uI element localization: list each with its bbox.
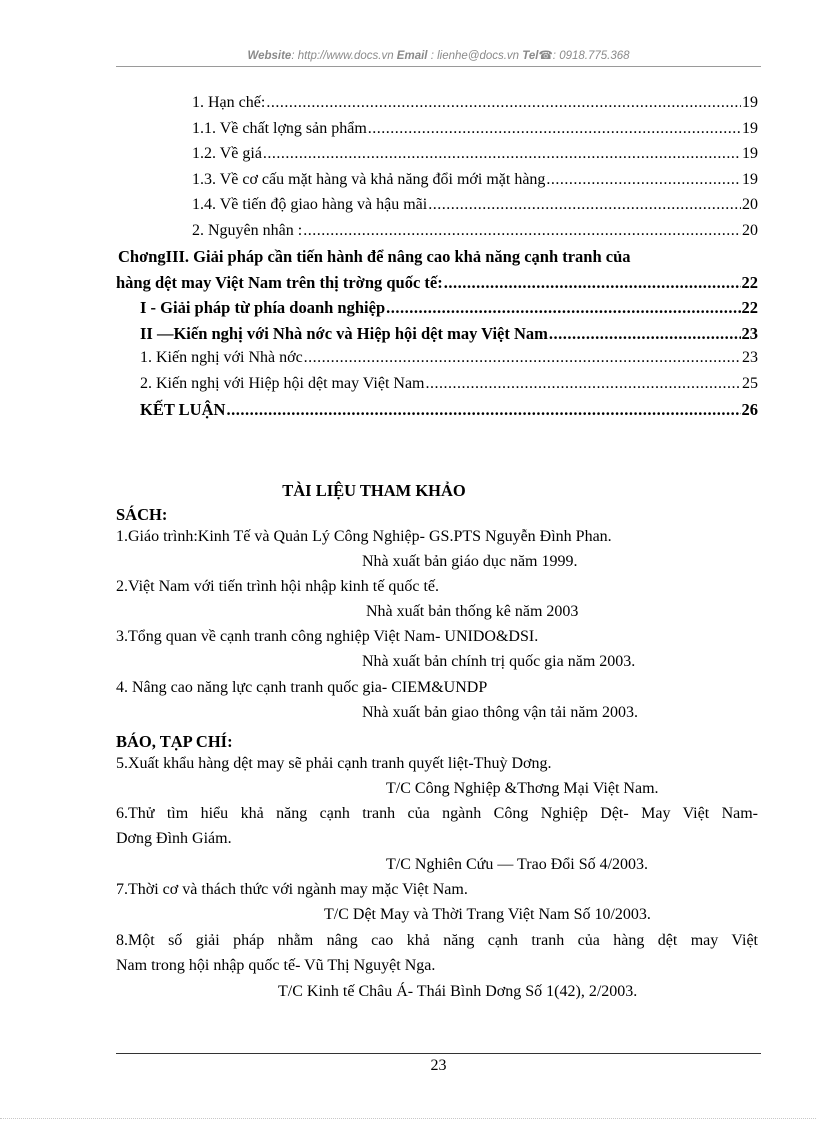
toc-entry [116, 222, 758, 248]
toc-leader-dots [368, 120, 741, 138]
toc-entry-page: 20 [742, 221, 758, 239]
header-divider [116, 66, 761, 67]
toc-entry [116, 94, 758, 120]
toc-entry-page: 23 [742, 349, 758, 366]
toc-entry-label: 1.3. Về cơ cấu mặt hàng và khả năng đổi mới mặt hàng [192, 170, 546, 188]
toc-entry-label: 1.1. Về chất lợng sản phẩm [192, 119, 367, 137]
reference-item: 2.Việt Nam với tiến trình hội nhập kinh tế quốc tế. [116, 578, 439, 595]
toc-entry-label: 1.4. Về tiến độ giao hàng và hậu mãi [192, 196, 428, 213]
toc-entry-page: 19 [742, 119, 758, 137]
toc-leader-dots [266, 94, 741, 112]
reference-item: 6.Thử tìm hiểu khả năng cạnh tranh của ngành Công Nghiệp Dệt- May Việt Nam- [116, 805, 758, 822]
page-bottom-edge [0, 1118, 816, 1119]
toc-entry-page: 19 [742, 170, 758, 188]
toc-leader-dots [549, 324, 741, 344]
reference-publisher: T/C Nghiên Cứu — Trao Đổi Số 4/2003. [386, 856, 649, 873]
reference-item: 1.Giáo trình:Kinh Tế và Quản Lý Công Nghiệp- GS.PTS Nguyễn Đình Phan. [116, 528, 612, 545]
toc-leader-dots [263, 145, 741, 163]
toc-entry-label: 1. Hạn chế: [192, 94, 266, 111]
journals-heading: BÁO, TẠP CHÍ: [116, 732, 233, 751]
toc-entry [116, 400, 758, 426]
footer-divider [116, 1053, 761, 1054]
toc-entry [116, 196, 758, 222]
reference-publisher: Nhà xuất bản thống kê năm 2003 [366, 603, 579, 620]
page-number: 23 [430, 1057, 447, 1074]
toc-entry-page: 20 [742, 196, 758, 213]
toc-entry [116, 349, 758, 375]
reference-publisher: T/C Kinh tế Châu Á- Thái Bình Dơng Số 1(42), 2/2003. [278, 983, 638, 1000]
reference-item: 8.Một số giải pháp nhằm nâng cao khả năng cạnh tranh của hàng dệt may Việt [116, 932, 758, 949]
reference-publisher: T/C Công Nghiệp &Thơng Mại Việt Nam. [386, 780, 659, 797]
toc-entry-label: 2. Kiến nghị với Hiệp hội dệt may Việt Nam [140, 374, 425, 392]
header-email-value: : lienhe@docs.vn [430, 50, 520, 62]
toc-entry-page: 19 [742, 94, 758, 111]
books-heading: SÁCH: [116, 505, 168, 524]
reference-item-continued: Nam trong hội nhập quốc tế- Vũ Thị Nguyệt Nga. [116, 957, 436, 974]
page-header [116, 48, 761, 62]
reference-publisher: T/C Dệt May và Thời Trang Việt Nam Số 10/2003. [324, 906, 651, 923]
table-of-contents [116, 94, 758, 426]
toc-entry-label: 2. Nguyên nhân : [192, 221, 303, 239]
toc-entry [116, 298, 758, 324]
header-website-label: Website [247, 50, 292, 62]
toc-entry [116, 273, 758, 299]
toc-entry [116, 375, 758, 401]
toc-chapter-title-line1: ChơngIII. Giải pháp cần tiến hành để nâng cao khả năng cạnh tranh của [118, 247, 631, 266]
toc-entry [116, 120, 758, 146]
toc-leader-dots [303, 222, 741, 240]
toc-entry-label: II —Kiến nghị với Nhà nớc và Hiệp hội dệt may Việt Nam [140, 323, 548, 343]
reference-item: 7.Thời cơ và thách thức với ngành may mặc Việt Nam. [116, 881, 468, 898]
header-tel-value: ☎: 0918.775.368 [538, 50, 630, 62]
toc-entry-page: 19 [742, 145, 758, 162]
toc-entry [116, 324, 758, 350]
toc-leader-dots [546, 171, 741, 189]
reference-item: 4. Nâng cao năng lực cạnh tranh quốc gia- CIEM&UNDP [116, 679, 488, 696]
header-email-label: Email [396, 50, 428, 62]
toc-entry [116, 145, 758, 171]
reference-publisher: Nhà xuất bản giáo dục năm 1999. [362, 553, 578, 570]
toc-leader-dots [304, 349, 741, 367]
toc-entry-page: 25 [742, 374, 758, 392]
toc-entry-page: 26 [741, 400, 758, 419]
toc-entry-label: I - Giải pháp từ phía doanh nghiệp [140, 298, 386, 317]
toc-leader-dots [444, 273, 741, 293]
reference-item-continued: Dơng Đình Giám. [116, 830, 232, 847]
toc-entry-label: 1.2. Về giá [192, 145, 262, 162]
reference-publisher: Nhà xuất bản giao thông vận tải năm 2003. [362, 704, 638, 721]
header-tel-label: Tel [522, 50, 539, 62]
reference-item: 3.Tổng quan về cạnh tranh công nghiệp Việt Nam- UNIDO&DSI. [116, 628, 539, 645]
toc-leader-dots [386, 298, 740, 318]
toc-entry-page: 22 [741, 272, 758, 292]
reference-item: 5.Xuất khẩu hàng dệt may sẽ phải cạnh tranh quyết liệt-Thuỳ Dơng. [116, 755, 552, 772]
toc-entry-label: KẾT LUẬN [140, 400, 226, 419]
toc-entry [116, 171, 758, 197]
references-title: TÀI LIỆU THAM KHẢO [282, 481, 466, 500]
toc-leader-dots [426, 375, 742, 393]
toc-entry-label: 1. Kiến nghị với Nhà nớc [140, 349, 303, 366]
toc-entry-label: hàng dệt may Việt Nam trên thị trờng quốc tế: [116, 272, 443, 292]
toc-leader-dots [428, 196, 741, 214]
reference-publisher: Nhà xuất bản chính trị quốc gia năm 2003. [362, 653, 636, 670]
toc-entry-page: 23 [741, 323, 758, 343]
toc-leader-dots [226, 400, 740, 420]
toc-entry-page: 22 [741, 298, 758, 317]
header-website-url: : http://www.docs.vn [291, 50, 394, 62]
